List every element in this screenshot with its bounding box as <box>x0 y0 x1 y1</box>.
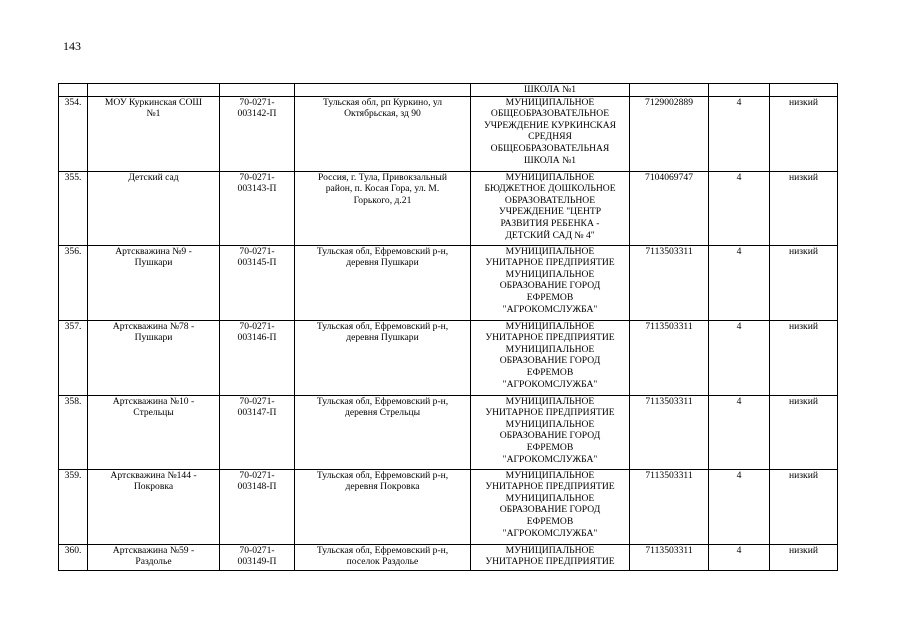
cell-risk: низкий <box>770 469 838 544</box>
cell-address: Тульская обл, Ефремовский р-н, деревня Пушкари <box>295 320 471 395</box>
cell-num: 357. <box>59 320 88 395</box>
cell-address: Тульская обл, Ефремовский р-н, поселок Раздолье <box>295 544 471 570</box>
table-row <box>59 245 838 320</box>
cell-organization: МУНИЦИПАЛЬНОЕ УНИТАРНОЕ ПРЕДПРИЯТИЕ МУНИЦИПАЛЬНОЕ ОБРАЗОВАНИЕ ГОРОД ЕФРЕМОВ "АГРОКОМСЛУЖБА" <box>471 320 630 395</box>
cell-address: Тульская обл, Ефремовский р-н, деревня Покровка <box>295 469 471 544</box>
cell-address: Тульская обл, Ефремовский р-н, деревня Стрельцы <box>295 395 471 469</box>
cell-risk: низкий <box>770 544 838 570</box>
cell-name: Артскважина №10 - Стрельцы <box>88 395 220 469</box>
table-row <box>59 96 838 171</box>
cell-organization: МУНИЦИПАЛЬНОЕ ОБЩЕОБРАЗОВАТЕЛЬНОЕ УЧРЕЖДЕНИЕ КУРКИНСКАЯ СРЕДНЯЯ ОБЩЕОБРАЗОВАТЕЛЬНАЯ ШКОЛА №1 <box>471 96 630 171</box>
table-row-continuation <box>59 84 838 97</box>
cell-category: 4 <box>709 544 770 570</box>
cell-organization: МУНИЦИПАЛЬНОЕ УНИТАРНОЕ ПРЕДПРИЯТИЕ МУНИЦИПАЛЬНОЕ ОБРАЗОВАНИЕ ГОРОД ЕФРЕМОВ "АГРОКОМСЛУЖБА" <box>471 469 630 544</box>
cell-organization: МУНИЦИПАЛЬНОЕ УНИТАРНОЕ ПРЕДПРИЯТИЕ <box>471 544 630 570</box>
cell-num: 358. <box>59 395 88 469</box>
cell-inn: 7113503311 <box>630 469 709 544</box>
cell-code: 70-0271- 003145-П <box>220 245 295 320</box>
cell-name: Артскважина №9 - Пушкари <box>88 245 220 320</box>
cell-category: 4 <box>709 171 770 245</box>
cell-name <box>88 84 220 97</box>
cell-address <box>295 84 471 97</box>
table-row <box>59 395 838 469</box>
cell-name: Артскважина №144 - Покровка <box>88 469 220 544</box>
cell-inn: 7113503311 <box>630 320 709 395</box>
cell-code: 70-0271- 003146-П <box>220 320 295 395</box>
cell-organization: МУНИЦИПАЛЬНОЕ УНИТАРНОЕ ПРЕДПРИЯТИЕ МУНИЦИПАЛЬНОЕ ОБРАЗОВАНИЕ ГОРОД ЕФРЕМОВ "АГРОКОМСЛУЖБА" <box>471 395 630 469</box>
cell-num: 360. <box>59 544 88 570</box>
cell-code: 70-0271- 003149-П <box>220 544 295 570</box>
cell-code <box>220 84 295 97</box>
cell-category: 4 <box>709 245 770 320</box>
cell-category <box>709 84 770 97</box>
cell-inn: 7113503311 <box>630 245 709 320</box>
table-row <box>59 171 838 245</box>
cell-name: МОУ Куркинская СОШ №1 <box>88 96 220 171</box>
cell-name: Артскважина №78 - Пушкари <box>88 320 220 395</box>
cell-risk: низкий <box>770 245 838 320</box>
registry-table <box>58 83 838 571</box>
page-number: 143 <box>63 39 81 53</box>
cell-risk <box>770 84 838 97</box>
cell-num: 359. <box>59 469 88 544</box>
cell-organization: ШКОЛА №1 <box>471 84 630 97</box>
cell-organization: МУНИЦИПАЛЬНОЕ БЮДЖЕТНОЕ ДОШКОЛЬНОЕ ОБРАЗОВАТЕЛЬНОЕ УЧРЕЖДЕНИЕ "ЦЕНТР РАЗВИТИЯ РЕБЕНКА - ДЕТСКИЙ САД № 4" <box>471 171 630 245</box>
cell-inn: 7113503311 <box>630 395 709 469</box>
cell-risk: низкий <box>770 395 838 469</box>
cell-address: Россия, г. Тула, Привокзальный район, п. Косая Гора, ул. М. Горького, д.21 <box>295 171 471 245</box>
cell-name: Артскважина №59 - Раздолье <box>88 544 220 570</box>
cell-num: 354. <box>59 96 88 171</box>
cell-risk: низкий <box>770 96 838 171</box>
cell-code: 70-0271- 003147-П <box>220 395 295 469</box>
cell-inn: 7104069747 <box>630 171 709 245</box>
cell-risk: низкий <box>770 320 838 395</box>
cell-code: 70-0271- 003142-П <box>220 96 295 171</box>
cell-num: 356. <box>59 245 88 320</box>
cell-organization: МУНИЦИПАЛЬНОЕ УНИТАРНОЕ ПРЕДПРИЯТИЕ МУНИЦИПАЛЬНОЕ ОБРАЗОВАНИЕ ГОРОД ЕФРЕМОВ "АГРОКОМСЛУЖБА" <box>471 245 630 320</box>
cell-category: 4 <box>709 395 770 469</box>
cell-num: 355. <box>59 171 88 245</box>
cell-inn: 7129002889 <box>630 96 709 171</box>
cell-category: 4 <box>709 469 770 544</box>
cell-num <box>59 84 88 97</box>
cell-category: 4 <box>709 320 770 395</box>
cell-code: 70-0271- 003148-П <box>220 469 295 544</box>
table-row <box>59 469 838 544</box>
cell-category: 4 <box>709 96 770 171</box>
cell-name: Детский сад <box>88 171 220 245</box>
cell-inn <box>630 84 709 97</box>
cell-address: Тульская обл, рп Куркино, ул Октябрьская, зд 90 <box>295 96 471 171</box>
cell-risk: низкий <box>770 171 838 245</box>
table-row <box>59 320 838 395</box>
cell-inn: 7113503311 <box>630 544 709 570</box>
cell-address: Тульская обл, Ефремовский р-н, деревня Пушкари <box>295 245 471 320</box>
cell-code: 70-0271- 003143-П <box>220 171 295 245</box>
table-row <box>59 544 838 570</box>
